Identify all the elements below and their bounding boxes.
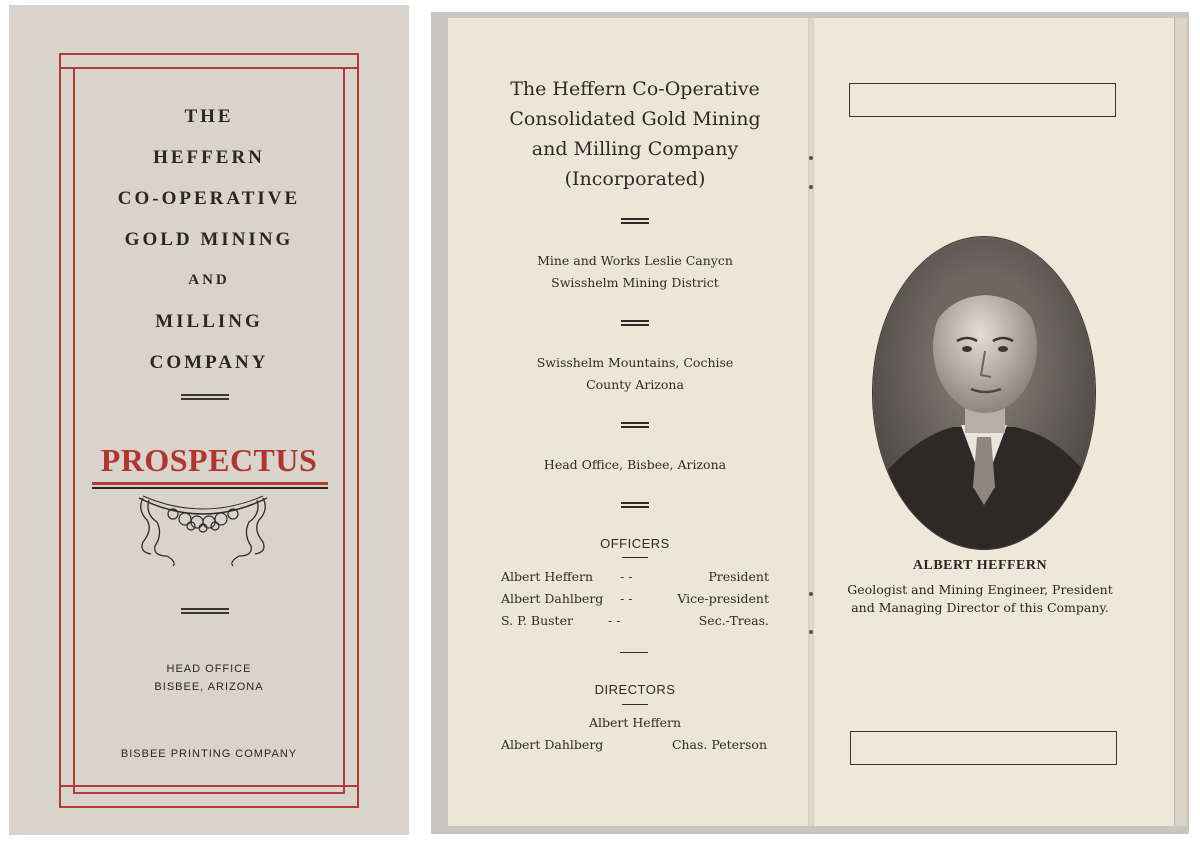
prospectus-heading: PROSPECTUS (100, 442, 318, 478)
directors-title: DIRECTORS (594, 682, 676, 697)
section-divider (621, 320, 649, 326)
heading-line: Consolidated Gold Mining (509, 108, 761, 130)
officer-name: Albert Heffern (501, 569, 593, 584)
cover-divider (181, 394, 229, 400)
cover-title (79, 96, 339, 383)
portrait-description (830, 581, 1130, 617)
section-divider (621, 422, 649, 428)
mine-location (460, 250, 810, 294)
location-line: County Arizona (586, 377, 684, 392)
section-divider (620, 652, 648, 653)
staple-hole (809, 630, 813, 634)
officers-underline (622, 557, 648, 558)
company-heading (460, 74, 810, 194)
officers-title: OFFICERS (600, 536, 670, 551)
cover-frame-bottom-rule (59, 785, 359, 787)
officer-dashes: - - (620, 569, 633, 584)
mountain-location (460, 352, 810, 396)
head-office-text: Head Office, Bisbee, Arizona (543, 457, 727, 472)
mine-line: Mine and Works Leslie Canycn (537, 253, 733, 268)
heading-line: (Incorporated) (564, 168, 706, 190)
cover-divider (181, 608, 229, 614)
prospectus-underline-dark (92, 487, 328, 489)
man-portrait-icon (873, 237, 1095, 549)
blank-label-box-top (849, 83, 1116, 117)
officer-name: S. P. Buster (501, 613, 573, 628)
cover-title-line: CO-OPERATIVE (117, 188, 301, 209)
portrait-name: ALBERT HEFFERN (912, 558, 1048, 573)
booklet-page-edge (1174, 18, 1187, 826)
section-divider (621, 502, 649, 508)
staple-hole (809, 592, 813, 596)
cover-frame-top-rule (59, 67, 359, 69)
blank-label-box-bottom (850, 731, 1117, 765)
heading-line: The Heffern Co-Operative (510, 78, 760, 100)
director-name: Albert Dahlberg (501, 737, 604, 752)
cover-head-office-label: HEAD OFFICE (166, 663, 252, 675)
officer-dashes: - - (620, 591, 633, 606)
heading-line: and Milling Company (531, 138, 739, 160)
cover-printer: BISBEE PRINTING COMPANY (120, 748, 298, 760)
director-name: Chas. Peterson (671, 737, 767, 752)
portrait-desc-line: Geologist and Mining Engineer, President (847, 582, 1113, 597)
officer-title: President (708, 569, 769, 584)
officer-title: Sec.-Treas. (698, 613, 769, 628)
portrait-photo (872, 236, 1096, 550)
cover-head-office-city: BISBEE, ARIZONA (154, 681, 264, 693)
cover-title-line: COMPANY (149, 352, 269, 373)
officer-title: Vice-president (677, 591, 769, 606)
portrait-desc-line: and Managing Director of this Company. (851, 600, 1109, 615)
cover-title-line: GOLD MINING (124, 229, 294, 250)
director-name: Albert Heffern (589, 715, 681, 730)
prospectus-underline-red (92, 482, 328, 485)
mine-line: Swisshelm Mining District (551, 275, 719, 290)
section-divider (621, 218, 649, 224)
cover-title-line: MILLING (155, 311, 263, 332)
directors-underline (622, 704, 648, 705)
cover-title-line: THE (184, 106, 234, 127)
cover-title-line: AND (188, 272, 230, 288)
officer-name: Albert Dahlberg (501, 591, 604, 606)
cover-title-line: HEFFERN (153, 147, 265, 168)
location-line: Swisshelm Mountains, Cochise (536, 355, 734, 370)
officer-dashes: - - (608, 613, 621, 628)
garland-ornament (133, 490, 273, 570)
